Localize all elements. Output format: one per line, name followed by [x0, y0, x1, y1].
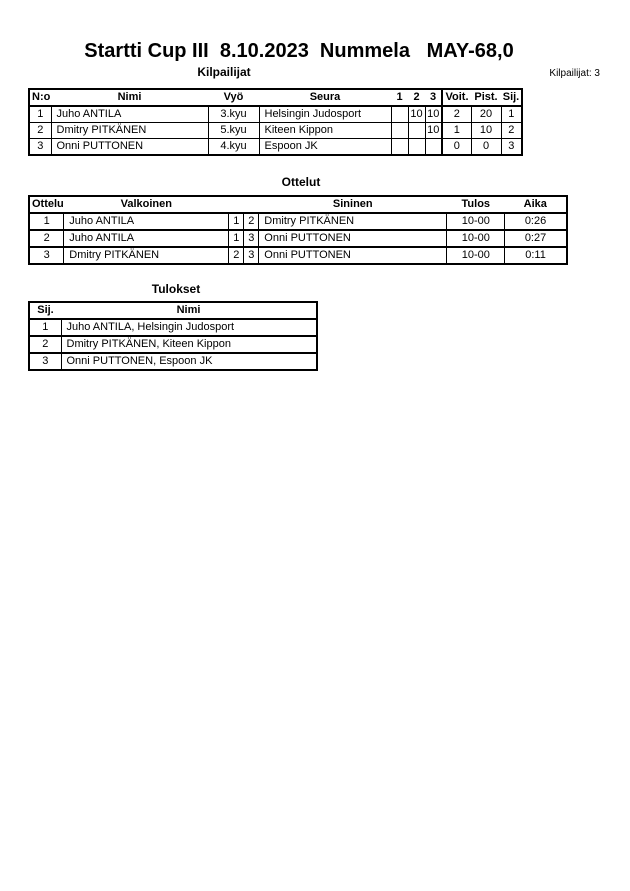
- col-header-result: Tulos: [447, 196, 505, 213]
- competitor-name: Dmitry PITKÄNEN: [51, 123, 208, 139]
- col-header-white-no: [229, 196, 244, 213]
- competitor-no: 3: [29, 139, 51, 156]
- col-header-name: Nimi: [61, 302, 317, 319]
- col-header-blue: Sininen: [259, 196, 447, 213]
- competitor-no: 2: [29, 123, 51, 139]
- col-header-belt: Vyö: [208, 89, 259, 106]
- result-place: 1: [29, 319, 61, 336]
- matches-header-row: [29, 196, 567, 213]
- match-row: [29, 247, 567, 264]
- match-blue-name: Onni PUTTONEN: [259, 247, 447, 264]
- competitor-round2-score: [408, 123, 425, 139]
- competitor-round1-score: [391, 106, 408, 123]
- match-no: 2: [29, 230, 64, 247]
- competitor-count-label: Kilpailijat: 3: [549, 68, 600, 79]
- results-caption: Tulokset: [151, 282, 201, 296]
- result-row: [29, 336, 317, 353]
- match-result: 10-00: [447, 230, 505, 247]
- match-blue-no: 3: [244, 247, 259, 264]
- competitor-place: 1: [501, 106, 522, 123]
- result-place: 3: [29, 353, 61, 370]
- competitor-name: Juho ANTILA: [51, 106, 208, 123]
- col-header-white: Valkoinen: [64, 196, 229, 213]
- competitor-points: 20: [471, 106, 501, 123]
- col-header-time: Aika: [505, 196, 567, 213]
- col-header-round3: 3: [425, 89, 442, 106]
- competitor-no: 1: [29, 106, 51, 123]
- match-no: 3: [29, 247, 64, 264]
- result-place: 2: [29, 336, 61, 353]
- competitor-row: [29, 106, 522, 123]
- competitor-name: Onni PUTTONEN: [51, 139, 208, 156]
- match-result: 10-00: [447, 213, 505, 230]
- col-header-match: Ottelu: [29, 196, 64, 213]
- competitor-row: [29, 123, 522, 139]
- match-white-name: Juho ANTILA: [64, 230, 229, 247]
- col-header-round1: 1: [391, 89, 408, 106]
- match-white-no: 2: [229, 247, 244, 264]
- competitor-row: [29, 139, 522, 156]
- competitor-points: 10: [471, 123, 501, 139]
- competitor-round2-score: 10: [408, 106, 425, 123]
- match-blue-name: Onni PUTTONEN: [259, 230, 447, 247]
- results-header-row: [29, 302, 317, 319]
- match-white-no: 1: [229, 213, 244, 230]
- competitor-wins: 1: [442, 123, 471, 139]
- competitor-round1-score: [391, 139, 408, 156]
- col-header-wins: Voit.: [442, 89, 471, 106]
- competitor-points: 0: [471, 139, 501, 156]
- result-name: Onni PUTTONEN, Espoon JK: [61, 353, 317, 370]
- competitor-club: Kiteen Kippon: [259, 123, 391, 139]
- match-row: [29, 230, 567, 247]
- match-result: 10-00: [447, 247, 505, 264]
- match-white-name: Dmitry PITKÄNEN: [64, 247, 229, 264]
- matches-table: [28, 195, 568, 265]
- competitor-round2-score: [408, 139, 425, 156]
- competitor-wins: 2: [442, 106, 471, 123]
- match-blue-no: 3: [244, 230, 259, 247]
- match-white-name: Juho ANTILA: [64, 213, 229, 230]
- match-blue-name: Dmitry PITKÄNEN: [259, 213, 447, 230]
- competitor-club: Helsingin Judosport: [259, 106, 391, 123]
- competitor-belt: 3.kyu: [208, 106, 259, 123]
- match-time: 0:11: [505, 247, 567, 264]
- competitor-belt: 4.kyu: [208, 139, 259, 156]
- competitor-place: 2: [501, 123, 522, 139]
- competitor-round3-score: 10: [425, 123, 442, 139]
- match-blue-no: 2: [244, 213, 259, 230]
- col-header-club: Seura: [259, 89, 391, 106]
- col-header-round2: 2: [408, 89, 425, 106]
- page-title: Startti Cup III 8.10.2023 Nummela MAY-68,0: [84, 40, 514, 62]
- competitor-belt: 5.kyu: [208, 123, 259, 139]
- competitors-table: [28, 88, 523, 156]
- result-name: Juho ANTILA, Helsingin Judosport: [61, 319, 317, 336]
- result-name: Dmitry PITKÄNEN, Kiteen Kippon: [61, 336, 317, 353]
- col-header-blue-no: [244, 196, 259, 213]
- competitor-round3-score: 10: [425, 106, 442, 123]
- col-header-no: N:o: [29, 89, 51, 106]
- match-white-no: 1: [229, 230, 244, 247]
- match-row: [29, 213, 567, 230]
- competitor-wins: 0: [442, 139, 471, 156]
- result-row: [29, 319, 317, 336]
- competitor-place: 3: [501, 139, 522, 156]
- competitor-club: Espoon JK: [259, 139, 391, 156]
- col-header-points: Pist.: [471, 89, 501, 106]
- match-time: 0:26: [505, 213, 567, 230]
- competitor-round3-score: [425, 139, 442, 156]
- col-header-name: Nimi: [51, 89, 208, 106]
- competitors-header-row: [29, 89, 522, 106]
- competitor-round1-score: [391, 123, 408, 139]
- matches-caption: Ottelut: [281, 175, 321, 189]
- match-no: 1: [29, 213, 64, 230]
- result-row: [29, 353, 317, 370]
- results-table: [28, 301, 318, 371]
- match-time: 0:27: [505, 230, 567, 247]
- col-header-place: Sij.: [29, 302, 61, 319]
- competitors-caption: Kilpailijat: [197, 65, 251, 79]
- col-header-place: Sij.: [501, 89, 522, 106]
